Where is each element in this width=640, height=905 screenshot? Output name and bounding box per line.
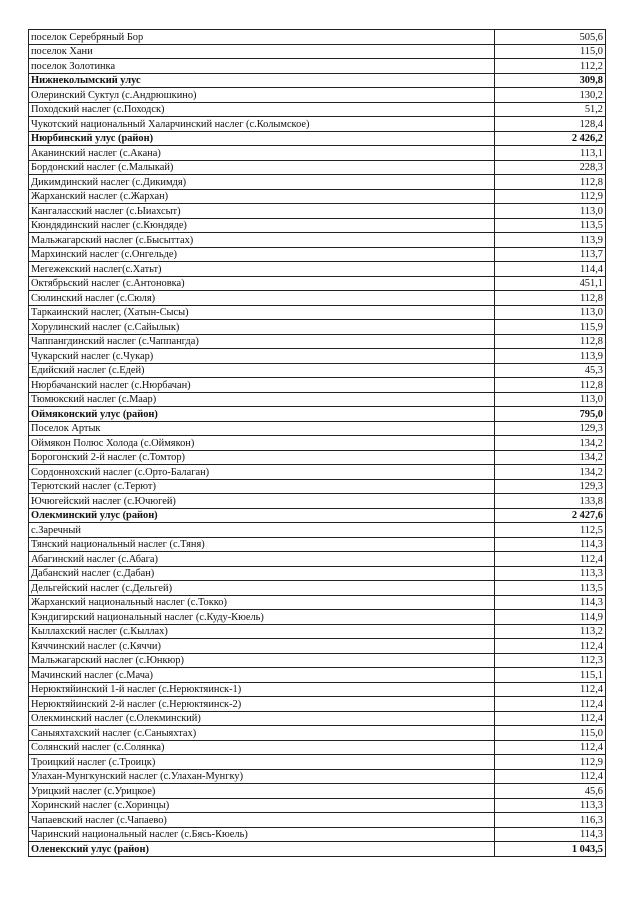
value-cell: 1 043,5 [495, 842, 606, 857]
settlement-name-cell: Мархинский наслег (с.Онгельде) [29, 247, 495, 262]
settlement-name-cell: Саныяхтахский наслег (с.Саныяхтах) [29, 726, 495, 741]
district-total-row [29, 131, 606, 146]
settlement-name-cell: Тянский национальный наслег (с.Тяня) [29, 537, 495, 552]
table-row [29, 537, 606, 552]
table-row [29, 320, 606, 335]
settlement-name-cell: Нижнеколымский улус [29, 73, 495, 88]
table-row [29, 30, 606, 45]
value-cell: 113,0 [495, 305, 606, 320]
value-cell: 112,9 [495, 189, 606, 204]
settlement-name-cell: Кыллахский наслег (с.Кыллах) [29, 624, 495, 639]
settlement-name-cell: Дабанский наслег (с.Дабан) [29, 566, 495, 581]
table-row [29, 697, 606, 712]
table-row [29, 740, 606, 755]
settlement-name-cell: с.Заречный [29, 523, 495, 538]
settlement-name-cell: Кюндядинский наслег (с.Кюндяде) [29, 218, 495, 233]
value-cell: 112,5 [495, 523, 606, 538]
value-cell: 134,2 [495, 436, 606, 451]
table-row [29, 494, 606, 509]
settlement-name-cell: Бордонский наслег (с.Малыкай) [29, 160, 495, 175]
value-cell: 112,3 [495, 653, 606, 668]
value-cell: 113,0 [495, 392, 606, 407]
table-row [29, 581, 606, 596]
table-row [29, 726, 606, 741]
table-row [29, 798, 606, 813]
value-cell: 505,6 [495, 30, 606, 45]
settlement-name-cell: Олекминский наслег (с.Олекминский) [29, 711, 495, 726]
settlement-name-cell: Аканинский наслег (с.Акана) [29, 146, 495, 161]
table-row [29, 624, 606, 639]
value-cell: 112,4 [495, 769, 606, 784]
settlement-name-cell: Борогонский 2-й наслег (с.Томтор) [29, 450, 495, 465]
value-cell: 2 426,2 [495, 131, 606, 146]
table-row [29, 392, 606, 407]
value-cell: 112,4 [495, 697, 606, 712]
value-cell: 112,8 [495, 291, 606, 306]
table-row [29, 218, 606, 233]
settlement-name-cell: поселок Серебряный Бор [29, 30, 495, 45]
value-cell: 451,1 [495, 276, 606, 291]
value-cell: 134,2 [495, 465, 606, 480]
table-row [29, 204, 606, 219]
value-cell: 112,4 [495, 639, 606, 654]
table-row [29, 349, 606, 364]
table-row [29, 711, 606, 726]
settlement-name-cell: Тюмюкский наслег (с.Маар) [29, 392, 495, 407]
value-cell: 45,6 [495, 784, 606, 799]
table-row [29, 189, 606, 204]
value-cell: 228,3 [495, 160, 606, 175]
value-cell: 115,0 [495, 726, 606, 741]
value-cell: 112,9 [495, 755, 606, 770]
settlement-name-cell: Жарханский наслег (с.Жархан) [29, 189, 495, 204]
table-row [29, 59, 606, 74]
settlement-name-cell: Мегежекский наслег(с.Хатьт) [29, 262, 495, 277]
value-cell: 113,5 [495, 218, 606, 233]
value-cell: 129,3 [495, 421, 606, 436]
value-cell: 129,3 [495, 479, 606, 494]
table-row [29, 784, 606, 799]
settlement-name-cell: Мальжагарский наслег (с.Бысыттах) [29, 233, 495, 248]
value-cell: 112,8 [495, 378, 606, 393]
settlement-name-cell: Чаринский национальный наслег (с.Бясь-Кюель) [29, 827, 495, 842]
value-cell: 130,2 [495, 88, 606, 103]
settlement-name-cell: Дикимдинский наслег (с.Дикимдя) [29, 175, 495, 190]
table-row [29, 262, 606, 277]
table-row [29, 146, 606, 161]
settlement-name-cell: Октябрьский наслег (с.Антоновка) [29, 276, 495, 291]
table-row [29, 653, 606, 668]
value-cell: 113,5 [495, 581, 606, 596]
value-cell: 116,3 [495, 813, 606, 828]
value-cell: 115,1 [495, 668, 606, 683]
value-cell: 113,0 [495, 204, 606, 219]
settlement-name-cell: Троицкий наслег (с.Троицк) [29, 755, 495, 770]
settlement-name-cell: Чаппангдинский наслег (с.Чаппангда) [29, 334, 495, 349]
table-row [29, 552, 606, 567]
value-cell: 133,8 [495, 494, 606, 509]
value-cell: 309,8 [495, 73, 606, 88]
table-row [29, 88, 606, 103]
table-row [29, 450, 606, 465]
settlement-name-cell: Хорулинский наслег (с.Сайылык) [29, 320, 495, 335]
settlement-name-cell: Ючюгейский наслег (с.Ючюгей) [29, 494, 495, 509]
table-row [29, 436, 606, 451]
settlement-name-cell: Кэндигирский национальный наслег (с.Куду-Кюель) [29, 610, 495, 625]
settlement-name-cell: Олекминский улус (район) [29, 508, 495, 523]
table-row [29, 305, 606, 320]
table-row [29, 479, 606, 494]
settlement-name-cell: Сордоннохский наслег (с.Орто-Балаган) [29, 465, 495, 480]
settlement-name-cell: Абагинский наслег (с.Абага) [29, 552, 495, 567]
value-cell: 113,3 [495, 566, 606, 581]
value-cell: 114,3 [495, 595, 606, 610]
value-cell: 115,0 [495, 44, 606, 59]
settlement-name-cell: Дельгейский наслег (с.Дельгей) [29, 581, 495, 596]
value-cell: 112,8 [495, 175, 606, 190]
value-cell: 51,2 [495, 102, 606, 117]
settlement-name-cell: Мачинский наслег (с.Мача) [29, 668, 495, 683]
table-row [29, 610, 606, 625]
settlement-name-cell: Олеринский Суктул (с.Андрюшкино) [29, 88, 495, 103]
settlement-name-cell: Сюлинский наслег (с.Сюля) [29, 291, 495, 306]
value-cell: 113,2 [495, 624, 606, 639]
value-cell: 113,9 [495, 349, 606, 364]
table-row [29, 378, 606, 393]
table-row [29, 595, 606, 610]
value-cell: 114,3 [495, 537, 606, 552]
settlement-name-cell: Терютский наслег (с.Терют) [29, 479, 495, 494]
settlement-name-cell: Походский наслег (с.Походск) [29, 102, 495, 117]
table-row [29, 668, 606, 683]
settlement-name-cell: Едийский наслег (с.Едей) [29, 363, 495, 378]
settlement-name-cell: Оймякон Полюс Холода (с.Оймякон) [29, 436, 495, 451]
settlement-name-cell: Чапаевский наслег (с.Чапаево) [29, 813, 495, 828]
value-cell: 112,4 [495, 740, 606, 755]
table-row [29, 233, 606, 248]
settlement-name-cell: Таркаинский наслег, (Хатын-Сысы) [29, 305, 495, 320]
value-cell: 113,7 [495, 247, 606, 262]
settlement-name-cell: поселок Золотинка [29, 59, 495, 74]
table-row [29, 566, 606, 581]
table-row [29, 44, 606, 59]
value-cell: 134,2 [495, 450, 606, 465]
district-total-row [29, 407, 606, 422]
settlement-name-cell: Чукотский национальный Халарчинский наслег (с.Колымское) [29, 117, 495, 132]
district-total-row [29, 842, 606, 857]
value-cell: 2 427,6 [495, 508, 606, 523]
value-cell: 112,2 [495, 59, 606, 74]
table-row [29, 639, 606, 654]
settlement-name-cell: Жарханский национальный наслег (с.Токко) [29, 595, 495, 610]
value-cell: 113,1 [495, 146, 606, 161]
district-total-row [29, 508, 606, 523]
value-cell: 114,3 [495, 827, 606, 842]
table-row [29, 755, 606, 770]
settlement-name-cell: Кангаласский наслег (с.Ыиахсыт) [29, 204, 495, 219]
settlement-name-cell: Кяччинский наслег (с.Кяччи) [29, 639, 495, 654]
settlement-name-cell: Чукарский наслег (с.Чукар) [29, 349, 495, 364]
table-row [29, 682, 606, 697]
table-row [29, 421, 606, 436]
table-row [29, 769, 606, 784]
settlement-name-cell: Солянский наслег (с.Солянка) [29, 740, 495, 755]
value-cell: 115,9 [495, 320, 606, 335]
settlement-name-cell: Нюрбинский улус (район) [29, 131, 495, 146]
value-cell: 113,9 [495, 233, 606, 248]
settlement-name-cell: Нюрбачанский наслег (с.Нюрбачан) [29, 378, 495, 393]
settlement-name-cell: Нерюктяйинский 1-й наслег (с.Нерюктяинск-1) [29, 682, 495, 697]
table-row [29, 363, 606, 378]
table-row [29, 523, 606, 538]
district-total-row [29, 73, 606, 88]
value-cell: 114,9 [495, 610, 606, 625]
table-row [29, 291, 606, 306]
table-row [29, 102, 606, 117]
table-row [29, 827, 606, 842]
settlement-name-cell: Мальжагарский наслег (с.Юнкюр) [29, 653, 495, 668]
value-cell: 112,4 [495, 682, 606, 697]
value-cell: 128,4 [495, 117, 606, 132]
value-cell: 795,0 [495, 407, 606, 422]
table-row [29, 276, 606, 291]
settlement-name-cell: Поселок Артык [29, 421, 495, 436]
settlement-name-cell: Улахан-Мунгкунский наслег (с.Улахан-Мунгку) [29, 769, 495, 784]
table-row [29, 813, 606, 828]
value-cell: 112,4 [495, 552, 606, 567]
settlement-name-cell: Нерюктяйинский 2-й наслег (с.Нерюктяинск-2) [29, 697, 495, 712]
settlement-name-cell: поселок Хани [29, 44, 495, 59]
value-cell: 45,3 [495, 363, 606, 378]
table-row [29, 247, 606, 262]
value-cell: 114,4 [495, 262, 606, 277]
table-row [29, 334, 606, 349]
value-cell: 113,3 [495, 798, 606, 813]
value-cell: 112,4 [495, 711, 606, 726]
settlement-name-cell: Оймяконский улус (район) [29, 407, 495, 422]
table-row [29, 175, 606, 190]
settlement-name-cell: Оленекский улус (район) [29, 842, 495, 857]
value-cell: 112,8 [495, 334, 606, 349]
table-row [29, 160, 606, 175]
settlements-table [28, 29, 606, 857]
settlement-name-cell: Урицкий наслег (с.Урицкое) [29, 784, 495, 799]
settlement-name-cell: Хоринский наслег (с.Хоринцы) [29, 798, 495, 813]
table-row [29, 117, 606, 132]
table-body [29, 30, 606, 857]
table-row [29, 465, 606, 480]
